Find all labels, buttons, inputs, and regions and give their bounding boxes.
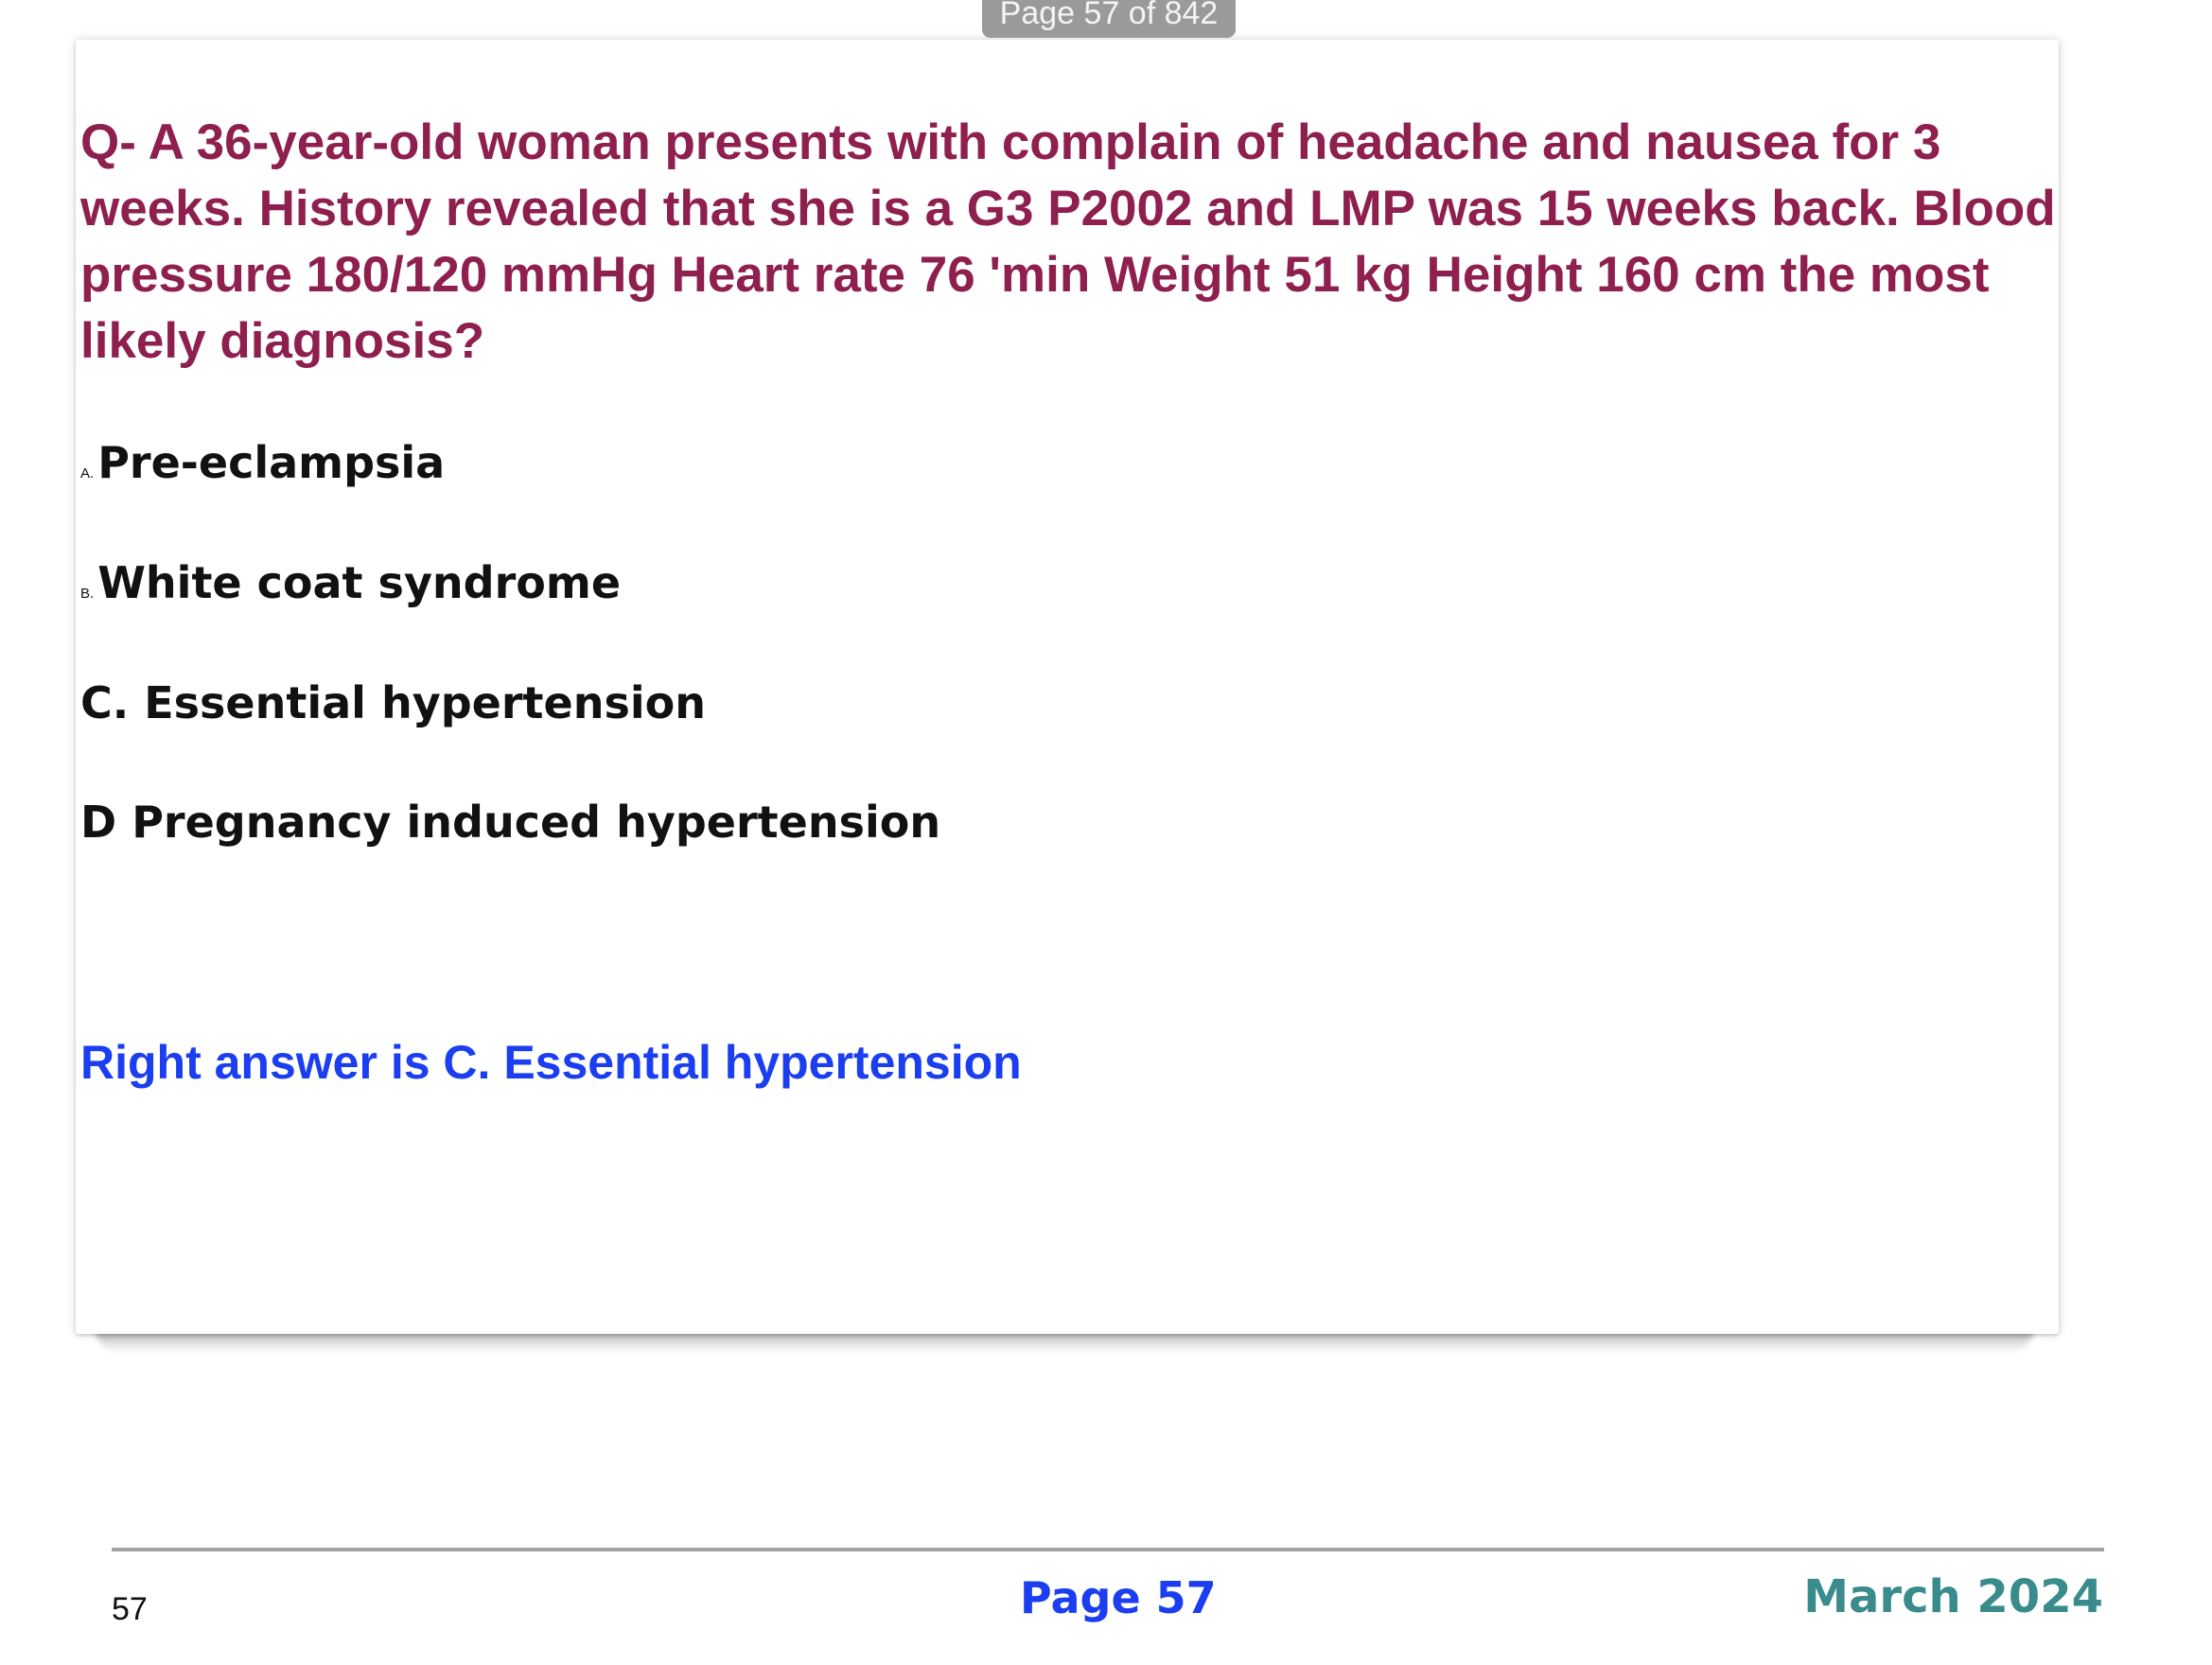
option-b-label: White coat syndrome — [97, 557, 622, 608]
option-c — [80, 677, 706, 728]
option-b — [80, 557, 621, 608]
footer-page-number: 57 — [112, 1591, 148, 1627]
option-d — [80, 797, 940, 848]
question-card — [76, 40, 2059, 1334]
option-a — [80, 437, 445, 488]
footer-page-label: Page 57 — [1020, 1572, 1217, 1623]
option-c-label: C. Essential hypertension — [80, 677, 706, 728]
question-text: Q- A 36-year-old woman presents with complain of headache and nausea for 3 weeks. History revealed that she is a G3 P2002 and LMP was 15 weeks back. Blood pressure 180/120 mmHg Heart rate 76 'min Weight 51 kg Height 160 cm the most likely diagnosis? — [80, 114, 2056, 369]
option-a-label: Pre-eclampsia — [97, 437, 446, 488]
footer-date: March 2024 — [1803, 1570, 2103, 1623]
option-a-letter: A. — [80, 465, 95, 482]
answer-text: Right answer is C. Essential hypertension — [80, 1036, 1022, 1089]
page-indicator: Page 57 of 842 — [982, 0, 1236, 38]
footer-divider — [112, 1548, 2104, 1551]
option-d-label: D Pregnancy induced hypertension — [80, 797, 941, 848]
option-b-letter: B. — [80, 586, 95, 602]
